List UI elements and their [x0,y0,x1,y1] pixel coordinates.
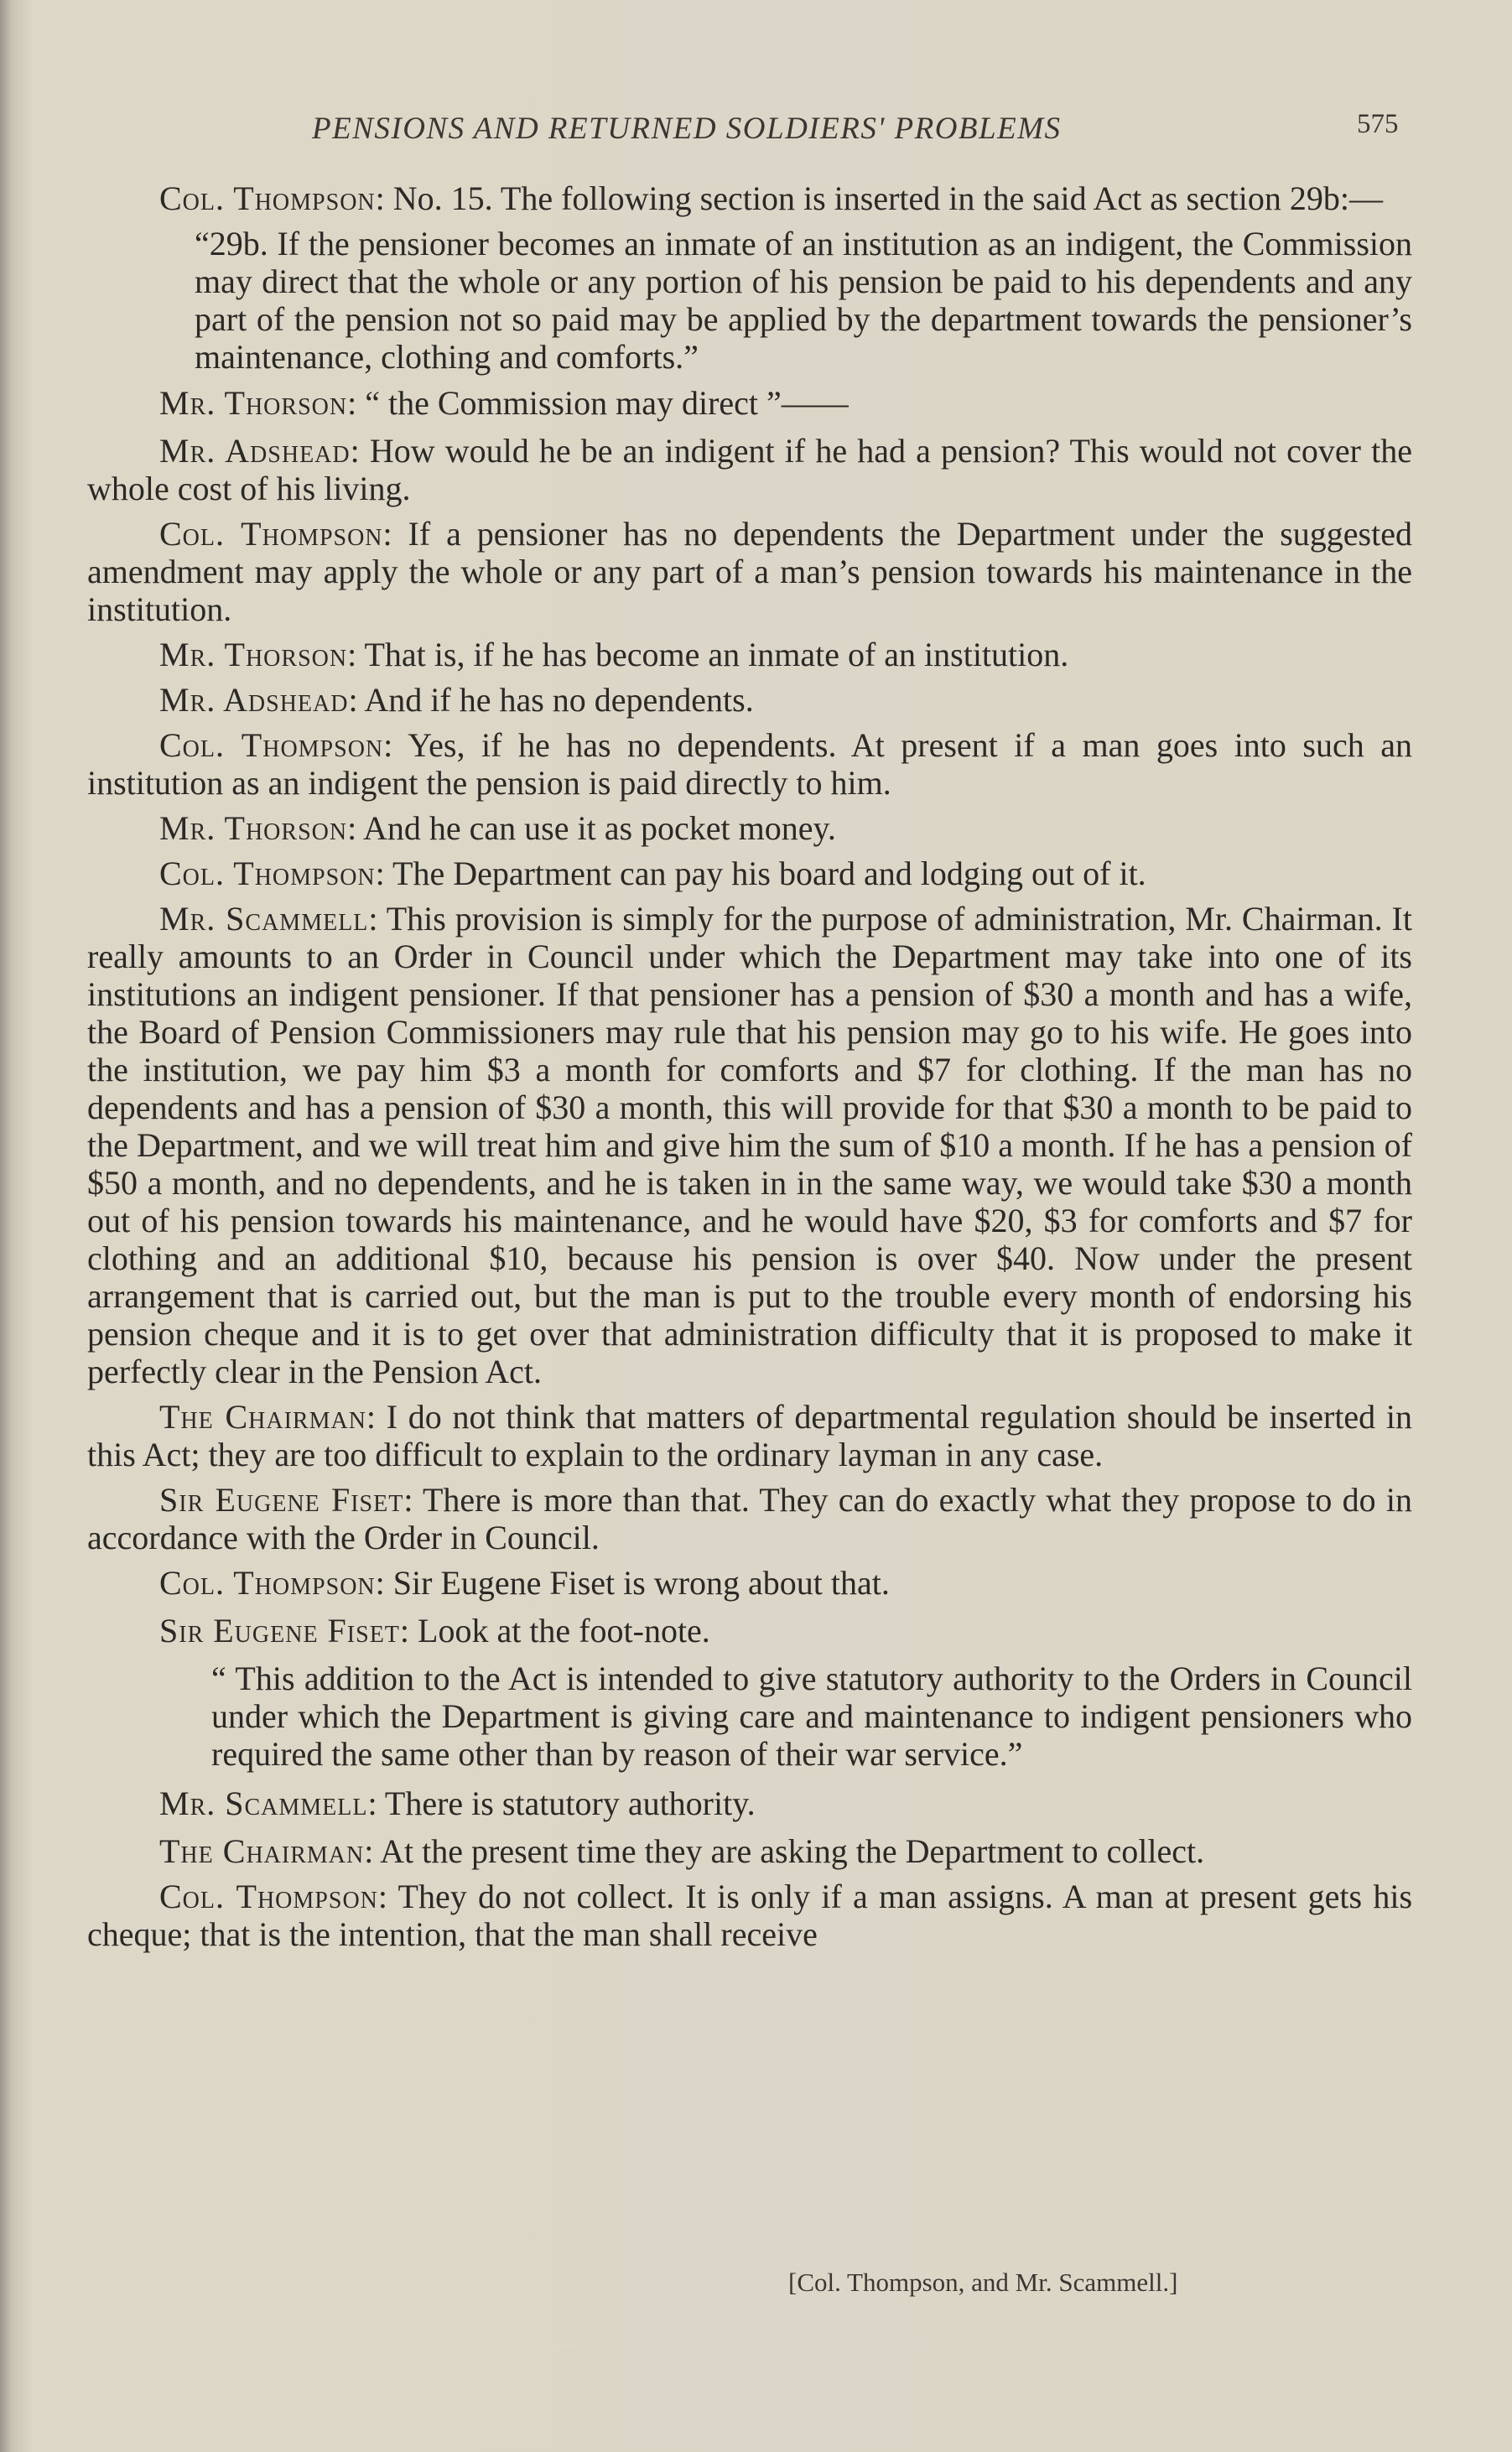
speaker: Mr. Scammell [159,900,369,938]
paragraph-11 [87,1398,1412,1473]
speaker: Col. Thompson [159,1878,378,1915]
speech: : The Department can pay his board and lodging out of it. [375,855,1146,892]
paragraph-7 [87,726,1412,802]
speech: : How would he be an indigent if he had a pension? This would not cover the whole cost of his living. [87,432,1412,507]
paragraph-14 [87,1612,1412,1649]
paragraph-6 [87,681,1412,719]
speech: : “ the Commission may direct ”—— [347,384,849,422]
running-title: PENSIONS AND RETURNED SOLDIERS' PROBLEMS [312,112,1062,146]
speaker: Mr. Scammell [159,1784,368,1822]
speech: : At the present time they are asking the Department to collect. [364,1832,1205,1870]
speaker: Col. Thompson [159,179,376,217]
speaker: Mr. Thorson [159,809,348,847]
paragraph-12 [87,1481,1412,1556]
page-header [0,111,1512,161]
paragraph-10 [87,900,1412,1390]
speech: : There is statutory authority. [367,1784,756,1822]
speaker: Mr. Thorson [159,384,348,422]
speech: : This provision is simply for the purpose of administration, Mr. Chairman. It really amounts to an Order in Council under which the Department may take into one of its institutions an indigent pensioner. If that pensioner has a pension of $30 a month and has a wife, the Board of Pension Commissioners may rule that his pension may go to his wife. He goes into the institution, we pay him $3 a month for comforts and $7 for clothing. If the man has no dependents and has a pension of $30 a month, this will provide for that $30 a month to be paid to the Department, and we will treat him and give him the sum of $10 a month. If he has a pension of $50 a month, and no dependents, and he is taken in in the same way, we would take $30 a month out of his pension towards his maintenance, and he would have $20, $3 for comforts and $7 for clothing and an additional $10, because his pension is over $40. Now under the present arrangement that is carried out, but the man is put to the trouble every month of endorsing his pension cheque and it is to get over that administration difficulty that it is proposed to make it perfectly clear in the Pension Act. [87,900,1412,1390]
speaker: Mr. Adshead [159,681,349,719]
document-body [87,179,1412,1961]
quoted-section-29b: “29b. If the pensioner becomes an inmate of an institution as an indigent, the Commission may direct that the whole or any portion of his pension be paid to his dependents and any part of the pension not so paid may be applied by the department towards the pensioner’s maintenance, clothing and comforts.” [195,225,1412,376]
paragraph-17 [87,1878,1412,1953]
speaker: Sir Eugene Fiset [159,1612,400,1649]
speech: : They do not collect. It is only if a man assigns. A man at present gets his cheque; that is the intention, that the man shall receive [87,1878,1413,1953]
speaker: Col. Thompson [159,515,383,553]
speaker: Sir Eugene Fiset [159,1481,404,1519]
speech: : If a pensioner has no dependents the Department under the suggested amendment may apply the whole or any part of a man’s pension towards his maintenance in the institution. [87,515,1412,628]
speaker-footer-note: [Col. Thompson, and Mr. Scammell.] [788,2268,1178,2297]
paragraph-5 [87,636,1412,673]
speaker: Col. Thompson [159,855,376,892]
speech: : Yes, if he has no dependents. At present if a man goes into such an institution as an indigent the pension is paid directly to him. [87,726,1413,802]
speaker: Mr. Thorson [159,636,348,673]
paragraph-2 [87,384,1412,422]
speech: : Sir Eugene Fiset is wrong about that. [375,1564,890,1602]
speaker: The Chairman [159,1832,365,1870]
speech: : There is more than that. They can do exactly what they propose to do in accordance with the Order in Council. [87,1481,1412,1556]
speech: : No. 15. The following section is inserted in the said Act as section 29b:— [375,179,1383,217]
paragraph-4 [87,515,1412,628]
paragraph-13 [87,1564,1412,1602]
speech: : That is, if he has become an inmate of an institution. [347,636,1069,673]
speech: : And if he has no dependents. [348,681,754,719]
speech: : I do not think that matters of departmental regulation should be inserted in this Act; they are too difficult to explain to the ordinary layman in any case. [87,1398,1412,1473]
speaker: Col. Thompson [159,726,384,764]
paragraph-9 [87,855,1412,892]
quoted-foot-note: “ This addition to the Act is intended to give statutory authority to the Orders in Council under which the Department is giving care and maintenance to indigent pensioners who required the same other than by reason of their war service.” [211,1660,1412,1773]
speaker: Mr. Adshead [159,432,351,470]
page-number: 575 [1357,109,1399,139]
speech: : And he can use it as pocket money. [347,809,836,847]
paragraph-15 [87,1784,1412,1822]
paragraph-8 [87,809,1412,847]
paragraph-1 [87,179,1412,217]
speaker: Col. Thompson [159,1564,376,1602]
speaker: The Chairman [159,1398,366,1436]
paragraph-16 [87,1832,1412,1870]
speech: : Look at the foot-note. [399,1612,710,1649]
paragraph-3 [87,432,1412,507]
